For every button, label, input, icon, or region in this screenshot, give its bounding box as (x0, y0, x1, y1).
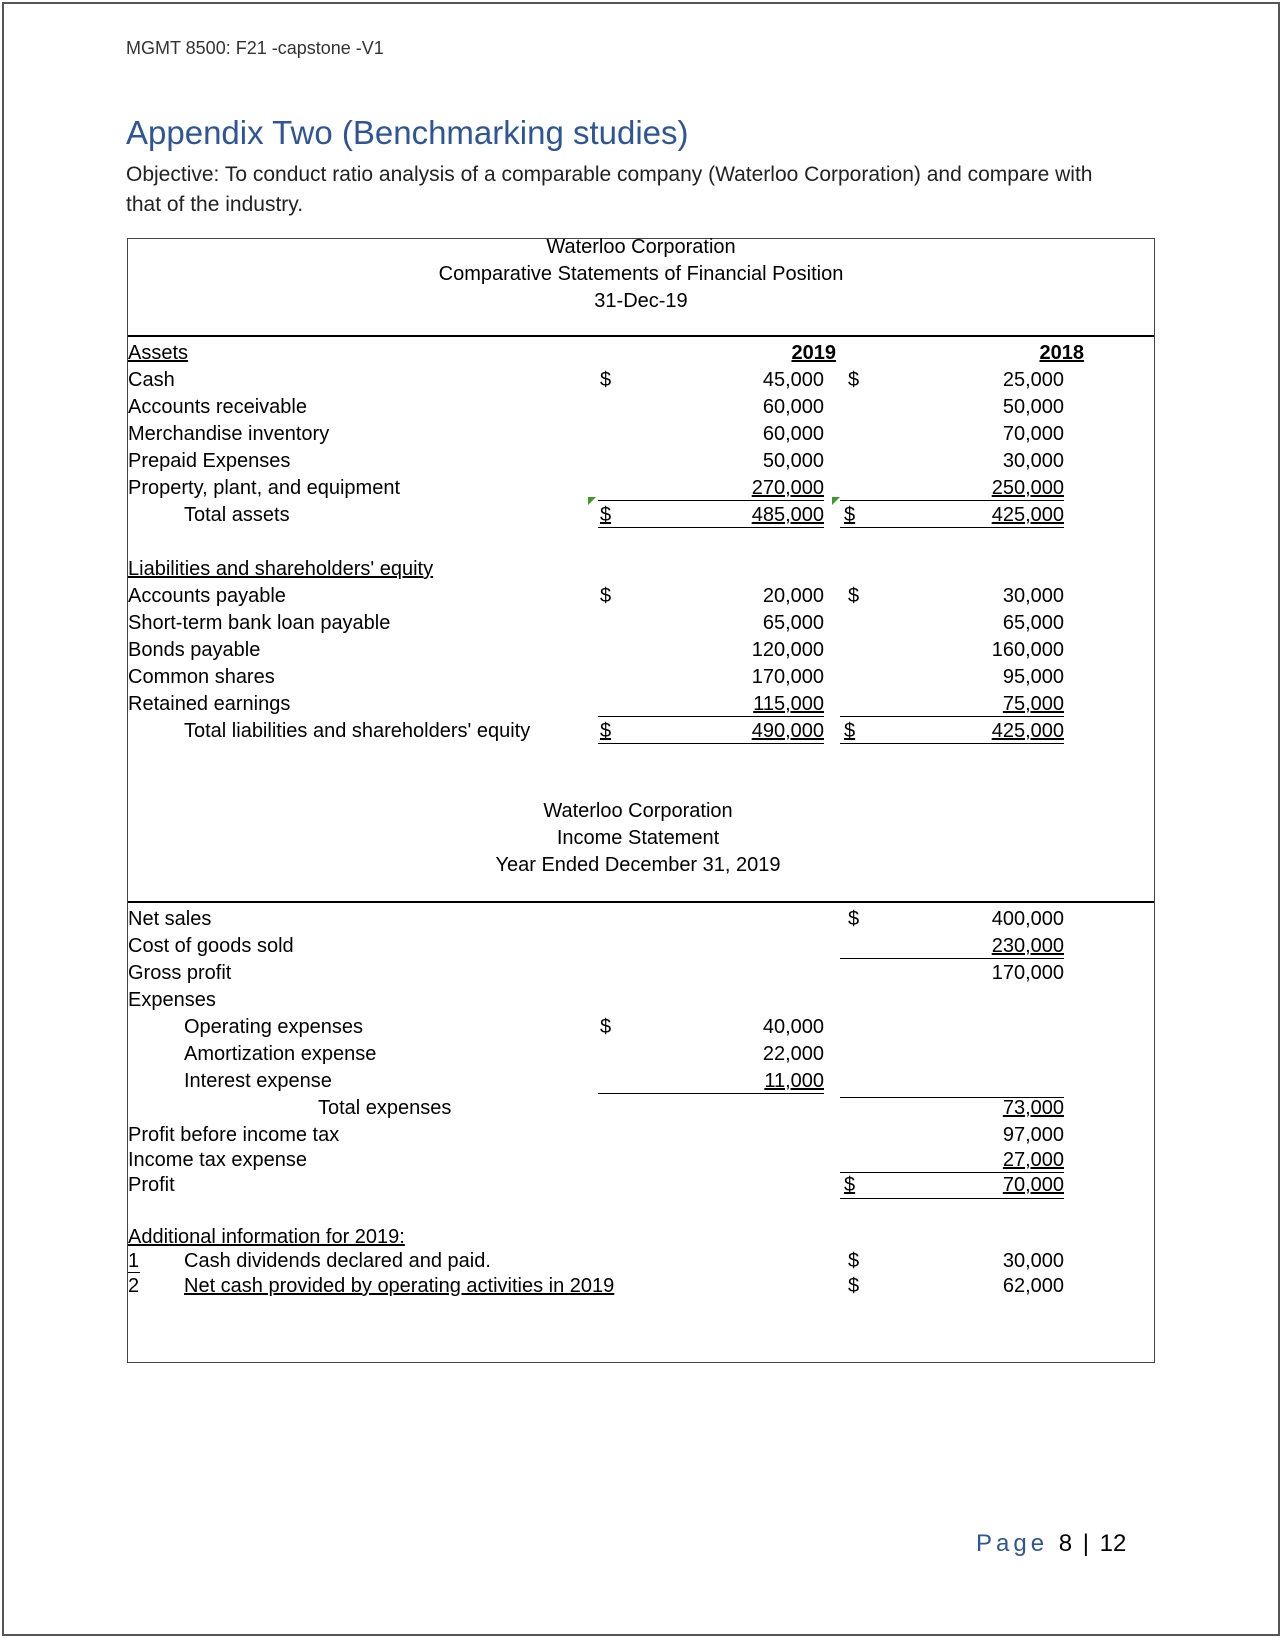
currency-symbol: $ (848, 908, 860, 930)
expense-value: 11,000 (764, 1070, 824, 1092)
row-rule (128, 1272, 140, 1273)
liability-2018-value: 160,000 (991, 639, 1064, 661)
currency-symbol: $ (844, 1174, 856, 1196)
total-assets-label: Total assets (184, 504, 290, 526)
page-current: 8 (1058, 1530, 1073, 1557)
is-period: Year Ended December 31, 2019 (495, 854, 781, 876)
currency-symbol: $ (600, 1016, 612, 1038)
asset-label: Prepaid Expenses (128, 450, 291, 472)
asset-2019-value: 45,000 (762, 369, 824, 391)
currency-symbol: $ (848, 1250, 860, 1272)
underline-rule (840, 743, 1064, 744)
currency-symbol: $ (600, 369, 612, 391)
liability-2018-value: 95,000 (1002, 666, 1064, 688)
additional-item-value: 62,000 (1002, 1275, 1064, 1297)
underline-rule (840, 1198, 1064, 1199)
liability-2019-value: 65,000 (762, 612, 824, 634)
currency-symbol: $ (844, 720, 856, 742)
total-liabilities-label: Total liabilities and shareholders' equity (184, 720, 531, 742)
asset-2019-value: 270,000 (751, 477, 824, 499)
liability-2019-value: 20,000 (762, 585, 824, 607)
total-assets-2019: 485,000 (751, 504, 824, 526)
liability-2019-value: 120,000 (751, 639, 824, 661)
pbt-label: Profit before income tax (128, 1124, 340, 1146)
asset-label: Merchandise inventory (128, 423, 330, 445)
financial-table (127, 238, 1155, 1363)
currency-symbol: $ (848, 585, 860, 607)
asset-2019-value: 60,000 (762, 423, 824, 445)
asset-2019-value: 50,000 (762, 450, 824, 472)
liability-2018-value: 30,000 (1002, 585, 1064, 607)
gross-profit-label: Gross profit (128, 962, 232, 984)
liabilities-heading: Liabilities and shareholders' equity (128, 558, 434, 580)
page-total: 12 (1099, 1530, 1127, 1557)
additional-item-value: 30,000 (1002, 1250, 1064, 1272)
underline-rule (840, 527, 1064, 528)
is-company: Waterloo Corporation (543, 800, 733, 822)
cogs-label: Cost of goods sold (128, 935, 294, 957)
asset-2018-value: 250,000 (991, 477, 1064, 499)
total-expenses-label: Total expenses (318, 1097, 452, 1119)
sfp-statement-title: Comparative Statements of Financial Position (438, 263, 844, 285)
additional-item-number: 1 (128, 1250, 140, 1272)
assets-heading: Assets (128, 342, 189, 364)
underline-rule (598, 1093, 824, 1094)
expense-value: 40,000 (762, 1016, 824, 1038)
is-top-rule (128, 901, 1154, 903)
additional-item-label: Net cash provided by operating activities in 2019 (184, 1275, 615, 1297)
net-sales-value: 400,000 (991, 908, 1064, 930)
liability-2019-value: 115,000 (753, 693, 824, 715)
additional-item-number: 2 (128, 1275, 140, 1297)
net-sales-label: Net sales (128, 908, 212, 930)
underline-rule (598, 743, 824, 744)
gross-profit-value: 170,000 (991, 962, 1064, 984)
liability-label: Bonds payable (128, 639, 261, 661)
expense-label: Operating expenses (184, 1016, 364, 1038)
expense-label: Amortization expense (184, 1043, 377, 1065)
tax-label: Income tax expense (128, 1149, 307, 1171)
currency-symbol: $ (848, 369, 860, 391)
is-statement-title: Income Statement (556, 827, 720, 849)
currency-symbol: $ (848, 1275, 860, 1297)
tax-value: 27,000 (1002, 1149, 1064, 1171)
pbt-value: 97,000 (1002, 1124, 1064, 1146)
asset-label: Cash (128, 369, 175, 391)
liability-label: Accounts payable (128, 585, 286, 607)
total-liabilities-2019: 490,000 (751, 720, 824, 742)
asset-label: Property, plant, and equipment (128, 477, 401, 499)
sfp-date: 31-Dec-19 (594, 290, 688, 312)
appendix-title: Appendix Two (Benchmarking studies) (126, 114, 689, 151)
total-expenses-value: 73,000 (1002, 1097, 1064, 1119)
liability-label: Common shares (128, 666, 275, 688)
sfp-top-rule (128, 335, 1154, 337)
cogs-value: 230,000 (991, 935, 1064, 957)
liability-2018-value: 65,000 (1002, 612, 1064, 634)
asset-2018-value: 50,000 (1002, 396, 1064, 418)
expense-value: 22,000 (762, 1043, 824, 1065)
liability-label: Short-term bank loan payable (128, 612, 391, 634)
profit-label: Profit (128, 1174, 175, 1196)
year-2019-header: 2019 (791, 342, 836, 364)
total-liabilities-2018: 425,000 (991, 720, 1064, 742)
page-number (976, 1530, 1126, 1558)
profit-value: 70,000 (1002, 1174, 1064, 1196)
additional-info-heading: Additional information for 2019: (128, 1226, 405, 1248)
asset-2018-value: 30,000 (1002, 450, 1064, 472)
currency-symbol: $ (600, 585, 612, 607)
liability-2019-value: 170,000 (751, 666, 824, 688)
cell-marker-icon (588, 497, 596, 505)
total-assets-2018: 425,000 (991, 504, 1064, 526)
cell-marker-icon (832, 497, 840, 505)
asset-2018-value: 25,000 (1002, 369, 1064, 391)
currency-symbol: $ (600, 720, 612, 742)
liability-label: Retained earnings (128, 693, 291, 715)
currency-symbol: $ (844, 504, 856, 526)
sfp-company: Waterloo Corporation (546, 236, 736, 258)
page-word: Page (976, 1530, 1049, 1557)
expenses-heading: Expenses (128, 989, 216, 1011)
expense-label: Interest expense (184, 1070, 332, 1092)
document-header: MGMT 8500: F21 -capstone -V1 (126, 38, 384, 58)
currency-symbol: $ (600, 504, 612, 526)
asset-2018-value: 70,000 (1002, 423, 1064, 445)
year-2018-header: 2018 (1039, 342, 1084, 364)
asset-2019-value: 60,000 (762, 396, 824, 418)
page-separator: | (1082, 1530, 1089, 1557)
asset-label: Accounts receivable (128, 396, 307, 418)
additional-item-label: Cash dividends declared and paid. (184, 1250, 491, 1272)
underline-rule (598, 527, 824, 528)
objective-text: Objective: To conduct ratio analysis of a comparable company (Waterloo Corporation) and compare with that of the industry. (126, 163, 1093, 216)
liability-2018-value: 75,000 (1002, 693, 1064, 715)
